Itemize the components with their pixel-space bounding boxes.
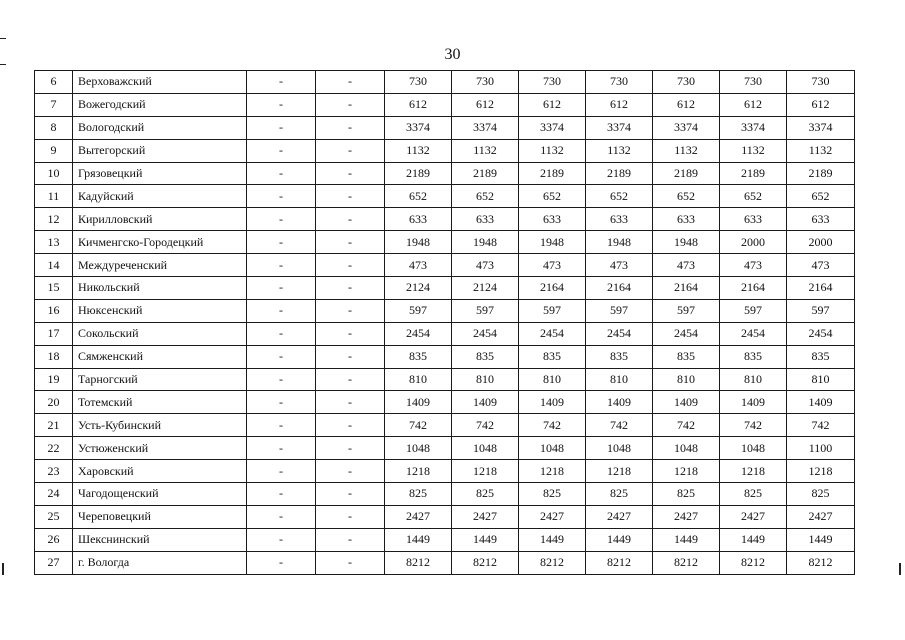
table-row [35,231,855,254]
dash-cell: - [316,254,385,277]
value-cell: 1048 [720,437,787,460]
value-cell: 730 [787,71,855,94]
value-cell: 2427 [519,505,586,528]
district-name-cell: Тарногский [73,368,247,391]
value-cell: 825 [720,483,787,506]
value-cell: 8212 [586,551,653,574]
value-cell: 2454 [653,322,720,345]
value-cell: 730 [653,71,720,94]
value-cell: 597 [586,299,653,322]
dash-cell: - [316,162,385,185]
district-name-cell: Кирилловский [73,208,247,231]
value-cell: 597 [519,299,586,322]
value-cell: 825 [787,483,855,506]
value-cell: 8212 [720,551,787,574]
value-cell: 2454 [519,322,586,345]
value-cell: 633 [452,208,519,231]
dash-cell: - [316,483,385,506]
district-name-cell: Кадуйский [73,185,247,208]
value-cell: 742 [452,414,519,437]
value-cell: 8212 [653,551,720,574]
value-cell: 810 [653,368,720,391]
dash-cell: - [316,414,385,437]
value-cell: 473 [519,254,586,277]
dash-cell: - [247,208,316,231]
dash-cell: - [247,139,316,162]
value-cell: 1409 [519,391,586,414]
value-cell: 633 [720,208,787,231]
row-number-cell: 26 [35,528,73,551]
dash-cell: - [316,116,385,139]
page-number: 30 [444,46,461,63]
district-name-cell: Сямженский [73,345,247,368]
table-row [35,391,855,414]
dash-cell: - [316,208,385,231]
value-cell: 2454 [787,322,855,345]
table-row [35,277,855,300]
value-cell: 1132 [452,139,519,162]
value-cell: 1218 [720,460,787,483]
table-row [35,139,855,162]
value-cell: 835 [519,345,586,368]
value-cell: 2189 [787,162,855,185]
value-cell: 2189 [720,162,787,185]
value-cell: 652 [653,185,720,208]
value-cell: 1948 [586,231,653,254]
value-cell: 1449 [452,528,519,551]
scan-edge-mark-top-left [0,38,6,39]
district-name-cell: Харовский [73,460,247,483]
row-number-cell: 23 [35,460,73,483]
value-cell: 2427 [385,505,452,528]
value-cell: 730 [385,71,452,94]
value-cell: 3374 [586,116,653,139]
value-cell: 1409 [787,391,855,414]
value-cell: 2427 [787,505,855,528]
value-cell: 835 [586,345,653,368]
value-cell: 1948 [519,231,586,254]
value-cell: 742 [720,414,787,437]
value-cell: 652 [452,185,519,208]
value-cell: 1449 [653,528,720,551]
value-cell: 1218 [787,460,855,483]
table-row [35,505,855,528]
value-cell: 730 [519,71,586,94]
value-cell: 633 [787,208,855,231]
value-cell: 2164 [720,277,787,300]
value-cell: 3374 [720,116,787,139]
value-cell: 2000 [787,231,855,254]
value-cell: 835 [720,345,787,368]
district-name-cell: г. Вологда [73,551,247,574]
value-cell: 2189 [519,162,586,185]
value-cell: 2454 [720,322,787,345]
table-row [35,368,855,391]
table-row [35,414,855,437]
value-cell: 2454 [586,322,653,345]
dash-cell: - [247,528,316,551]
dash-cell: - [316,460,385,483]
value-cell: 835 [452,345,519,368]
district-name-cell: Вологодский [73,116,247,139]
value-cell: 2124 [385,277,452,300]
row-number-cell: 18 [35,345,73,368]
table-row [35,551,855,574]
value-cell: 730 [720,71,787,94]
value-cell: 2427 [653,505,720,528]
value-cell: 2189 [586,162,653,185]
dash-cell: - [247,93,316,116]
dash-cell: - [316,391,385,414]
row-number-cell: 12 [35,208,73,231]
dash-cell: - [247,551,316,574]
dash-cell: - [247,162,316,185]
dash-cell: - [247,437,316,460]
dash-cell: - [247,460,316,483]
value-cell: 825 [385,483,452,506]
value-cell: 2164 [653,277,720,300]
value-cell: 1409 [452,391,519,414]
value-cell: 810 [720,368,787,391]
value-cell: 652 [586,185,653,208]
dash-cell: - [247,391,316,414]
value-cell: 652 [720,185,787,208]
table-row [35,528,855,551]
dash-cell: - [247,483,316,506]
value-cell: 1132 [787,139,855,162]
table-body [35,71,855,575]
value-cell: 825 [586,483,653,506]
dash-cell: - [316,299,385,322]
value-cell: 1948 [653,231,720,254]
value-cell: 612 [586,93,653,116]
value-cell: 835 [787,345,855,368]
dash-cell: - [316,71,385,94]
table-row [35,208,855,231]
value-cell: 2427 [586,505,653,528]
dash-cell: - [247,185,316,208]
value-cell: 2427 [720,505,787,528]
dash-cell: - [316,345,385,368]
value-cell: 1048 [653,437,720,460]
district-name-cell: Шекснинский [73,528,247,551]
district-name-cell: Вожегодский [73,93,247,116]
value-cell: 810 [787,368,855,391]
value-cell: 835 [385,345,452,368]
value-cell: 597 [452,299,519,322]
dash-cell: - [316,139,385,162]
row-number-cell: 8 [35,116,73,139]
row-number-cell: 14 [35,254,73,277]
dash-cell: - [247,414,316,437]
row-number-cell: 11 [35,185,73,208]
value-cell: 1409 [385,391,452,414]
value-cell: 810 [586,368,653,391]
value-cell: 1409 [653,391,720,414]
value-cell: 1048 [586,437,653,460]
value-cell: 1218 [385,460,452,483]
row-number-cell: 24 [35,483,73,506]
table-row [35,322,855,345]
value-cell: 2189 [653,162,720,185]
row-number-cell: 16 [35,299,73,322]
value-cell: 1218 [519,460,586,483]
value-cell: 3374 [787,116,855,139]
table-row [35,185,855,208]
value-cell: 1409 [720,391,787,414]
value-cell: 825 [519,483,586,506]
row-number-cell: 9 [35,139,73,162]
district-name-cell: Чагодощенский [73,483,247,506]
row-number-cell: 13 [35,231,73,254]
row-number-cell: 19 [35,368,73,391]
dash-cell: - [316,93,385,116]
value-cell: 8212 [452,551,519,574]
value-cell: 1218 [653,460,720,483]
dash-cell: - [316,368,385,391]
value-cell: 1449 [385,528,452,551]
value-cell: 612 [787,93,855,116]
row-number-cell: 27 [35,551,73,574]
value-cell: 730 [452,71,519,94]
value-cell: 825 [653,483,720,506]
district-name-cell: Тотемский [73,391,247,414]
scan-edge-mark-right [899,563,901,575]
district-name-cell: Усть-Кубинский [73,414,247,437]
dash-cell: - [316,277,385,300]
dash-cell: - [316,551,385,574]
value-cell: 1132 [519,139,586,162]
dash-cell: - [316,322,385,345]
value-cell: 612 [452,93,519,116]
table-row [35,483,855,506]
district-name-cell: Междуреченский [73,254,247,277]
district-name-cell: Череповецкий [73,505,247,528]
row-number-cell: 22 [35,437,73,460]
value-cell: 1449 [787,528,855,551]
table-row [35,116,855,139]
value-cell: 473 [787,254,855,277]
dash-cell: - [316,185,385,208]
dash-cell: - [247,368,316,391]
dash-cell: - [316,505,385,528]
value-cell: 597 [787,299,855,322]
value-cell: 1449 [720,528,787,551]
value-cell: 473 [586,254,653,277]
table-row [35,460,855,483]
value-cell: 1218 [452,460,519,483]
value-cell: 742 [519,414,586,437]
value-cell: 652 [519,185,586,208]
dash-cell: - [247,231,316,254]
scan-edge-mark-left [2,563,4,575]
value-cell: 2164 [519,277,586,300]
value-cell: 742 [787,414,855,437]
value-cell: 742 [653,414,720,437]
value-cell: 2454 [385,322,452,345]
value-cell: 8212 [519,551,586,574]
table-row [35,437,855,460]
value-cell: 2124 [452,277,519,300]
value-cell: 473 [653,254,720,277]
district-name-cell: Никольский [73,277,247,300]
dash-cell: - [316,528,385,551]
dash-cell: - [247,299,316,322]
dash-cell: - [247,345,316,368]
value-cell: 2189 [452,162,519,185]
dash-cell: - [247,505,316,528]
district-name-cell: Грязовецкий [73,162,247,185]
value-cell: 1449 [586,528,653,551]
value-cell: 8212 [787,551,855,574]
district-name-cell: Устюженский [73,437,247,460]
value-cell: 2164 [787,277,855,300]
value-cell: 473 [720,254,787,277]
district-name-cell: Кичменгско-Городецкий [73,231,247,254]
district-name-cell: Нюксенский [73,299,247,322]
value-cell: 1948 [385,231,452,254]
value-cell: 810 [519,368,586,391]
value-cell: 612 [519,93,586,116]
value-cell: 730 [586,71,653,94]
value-cell: 742 [586,414,653,437]
value-cell: 3374 [452,116,519,139]
row-number-cell: 7 [35,93,73,116]
value-cell: 2164 [586,277,653,300]
row-number-cell: 15 [35,277,73,300]
value-cell: 612 [653,93,720,116]
value-cell: 1218 [586,460,653,483]
value-cell: 2454 [452,322,519,345]
value-cell: 612 [385,93,452,116]
table-row [35,254,855,277]
value-cell: 597 [653,299,720,322]
value-cell: 1100 [787,437,855,460]
value-cell: 1132 [385,139,452,162]
value-cell: 3374 [519,116,586,139]
value-cell: 1132 [720,139,787,162]
table-row [35,162,855,185]
value-cell: 1409 [586,391,653,414]
value-cell: 1449 [519,528,586,551]
row-number-cell: 10 [35,162,73,185]
value-cell: 612 [720,93,787,116]
dash-cell: - [247,71,316,94]
value-cell: 810 [452,368,519,391]
district-name-cell: Сокольский [73,322,247,345]
value-cell: 742 [385,414,452,437]
value-cell: 633 [385,208,452,231]
value-cell: 825 [452,483,519,506]
row-number-cell: 6 [35,71,73,94]
value-cell: 8212 [385,551,452,574]
value-cell: 633 [586,208,653,231]
value-cell: 473 [452,254,519,277]
row-number-cell: 17 [35,322,73,345]
dash-cell: - [316,231,385,254]
value-cell: 597 [385,299,452,322]
value-cell: 1048 [385,437,452,460]
value-cell: 633 [653,208,720,231]
table-row [35,299,855,322]
dash-cell: - [316,437,385,460]
value-cell: 597 [720,299,787,322]
value-cell: 1948 [452,231,519,254]
row-number-cell: 20 [35,391,73,414]
value-cell: 1048 [519,437,586,460]
dash-cell: - [247,254,316,277]
value-cell: 3374 [385,116,452,139]
value-cell: 835 [653,345,720,368]
value-cell: 810 [385,368,452,391]
value-cell: 652 [385,185,452,208]
dash-cell: - [247,277,316,300]
district-values-table [34,70,855,575]
value-cell: 3374 [653,116,720,139]
value-cell: 633 [519,208,586,231]
table-row [35,345,855,368]
value-cell: 1048 [452,437,519,460]
row-number-cell: 25 [35,505,73,528]
district-name-cell: Верховажский [73,71,247,94]
value-cell: 2189 [385,162,452,185]
table-row [35,93,855,116]
value-cell: 2427 [452,505,519,528]
table-row [35,71,855,94]
district-name-cell: Вытегорский [73,139,247,162]
value-cell: 1132 [586,139,653,162]
dash-cell: - [247,322,316,345]
value-cell: 2000 [720,231,787,254]
dash-cell: - [247,116,316,139]
value-cell: 1132 [653,139,720,162]
value-cell: 473 [385,254,452,277]
row-number-cell: 21 [35,414,73,437]
value-cell: 652 [787,185,855,208]
